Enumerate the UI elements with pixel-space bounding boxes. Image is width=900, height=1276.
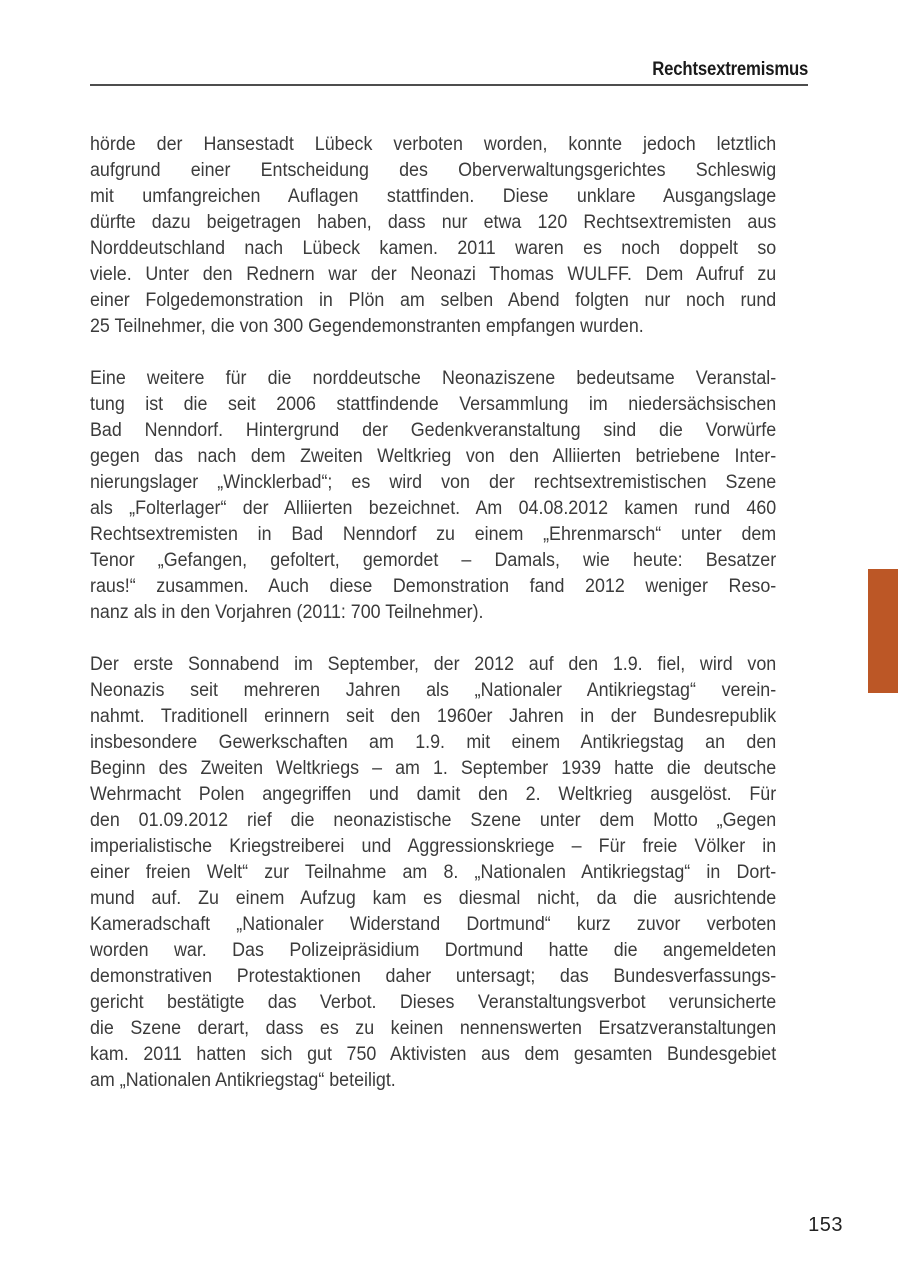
text-line: Rechtsextremisten in Bad Nenndorf zu einem „Ehrenmarsch“ unter dem [90,524,777,545]
running-header-title: Rechtsextremismus [652,59,808,80]
text-line: Wehrmacht Polen angegriffen und damit den 2. Weltkrieg ausgelöst. Für [90,784,777,805]
paragraph [90,366,776,626]
text-line: Der erste Sonnabend im September, der 2012 auf den 1.9. fiel, wird von [90,654,777,675]
text-line: gegen das nach dem Zweiten Weltkrieg von den Alliierten betriebene Inter- [90,446,777,467]
header-rule [90,84,808,86]
text-line: einer Folgedemonstration in Plön am selben Abend folgten nur noch rund [90,290,777,311]
text-line: worden war. Das Polizeipräsidium Dortmund hatte die angemeldeten [90,940,777,961]
text-line: einer freien Welt“ zur Teilnahme am 8. „Nationalen Antikriegstag“ in Dort- [90,862,777,883]
text-line: die Szene derart, dass es zu keinen nennenswerten Ersatzveranstaltungen [90,1018,777,1039]
text-line: demonstrativen Protestaktionen daher untersagt; das Bundesverfassungs- [90,966,777,987]
text-line: 25 Teilnehmer, die von 300 Gegendemonstranten empfangen wurden. [90,316,644,337]
page-number: 153 [808,1214,843,1236]
text-line: raus!“ zusammen. Auch diese Demonstration fand 2012 weniger Reso- [90,576,777,597]
text-line: aufgrund einer Entscheidung des Oberverwaltungsgerichtes Schleswig [90,160,777,181]
text-line: Kameradschaft „Nationaler Widerstand Dortmund“ kurz zuvor verboten [90,914,777,935]
text-line: dürfte dazu beigetragen haben, dass nur etwa 120 Rechtsextremisten aus [90,212,777,233]
text-line: am „Nationalen Antikriegstag“ beteiligt. [90,1070,396,1091]
text-line: mit umfangreichen Auflagen stattfinden. Diese unklare Ausgangslage [90,186,777,207]
chapter-marker-tab [868,569,898,693]
text-line: mund auf. Zu einem Aufzug kam es diesmal nicht, da die ausrichtende [90,888,777,909]
paragraph [90,132,776,340]
paragraph [90,652,776,1094]
text-line: Eine weitere für die norddeutsche Neonaziszene bedeutsame Veranstal- [90,368,777,389]
text-line: Bad Nenndorf. Hintergrund der Gedenkveranstaltung sind die Vorwürfe [90,420,777,441]
text-line: hörde der Hansestadt Lübeck verboten worden, konnte jedoch letztlich [90,134,777,155]
text-line: imperialistische Kriegstreiberei und Aggressionskriege – Für freie Völker in [90,836,777,857]
text-line: tung ist die seit 2006 stattfindende Versammlung im niedersächsischen [90,394,777,415]
text-line: Norddeutschland nach Lübeck kamen. 2011 waren es noch doppelt so [90,238,777,259]
text-line: Beginn des Zweiten Weltkriegs – am 1. September 1939 hatte die deutsche [90,758,777,779]
text-line: Tenor „Gefangen, gefoltert, gemordet – Damals, wie heute: Besatzer [90,550,777,571]
text-line: nanz als in den Vorjahren (2011: 700 Teilnehmer). [90,602,484,623]
text-line: nierungslager „Wincklerbad“; es wird von der rechtsextremistischen Szene [90,472,777,493]
text-line: gericht bestätigte das Verbot. Dieses Veranstaltungsverbot verunsicherte [90,992,777,1013]
text-line: kam. 2011 hatten sich gut 750 Aktivisten aus dem gesamten Bundesgebiet [90,1044,777,1065]
text-line: insbesondere Gewerkschaften am 1.9. mit einem Antikriegstag an den [90,732,777,753]
text-line: den 01.09.2012 rief die neonazistische Szene unter dem Motto „Gegen [90,810,777,831]
text-line: als „Folterlager“ der Alliierten bezeichnet. Am 04.08.2012 kamen rund 460 [90,498,777,519]
text-line: viele. Unter den Rednern war der Neonazi Thomas WULFF. Dem Aufruf zu [90,264,777,285]
text-line: nahmt. Traditionell erinnern seit den 1960er Jahren in der Bundesrepublik [90,706,777,727]
page-body [90,132,776,1094]
text-line: Neonazis seit mehreren Jahren als „Nationaler Antikriegstag“ verein- [90,680,777,701]
